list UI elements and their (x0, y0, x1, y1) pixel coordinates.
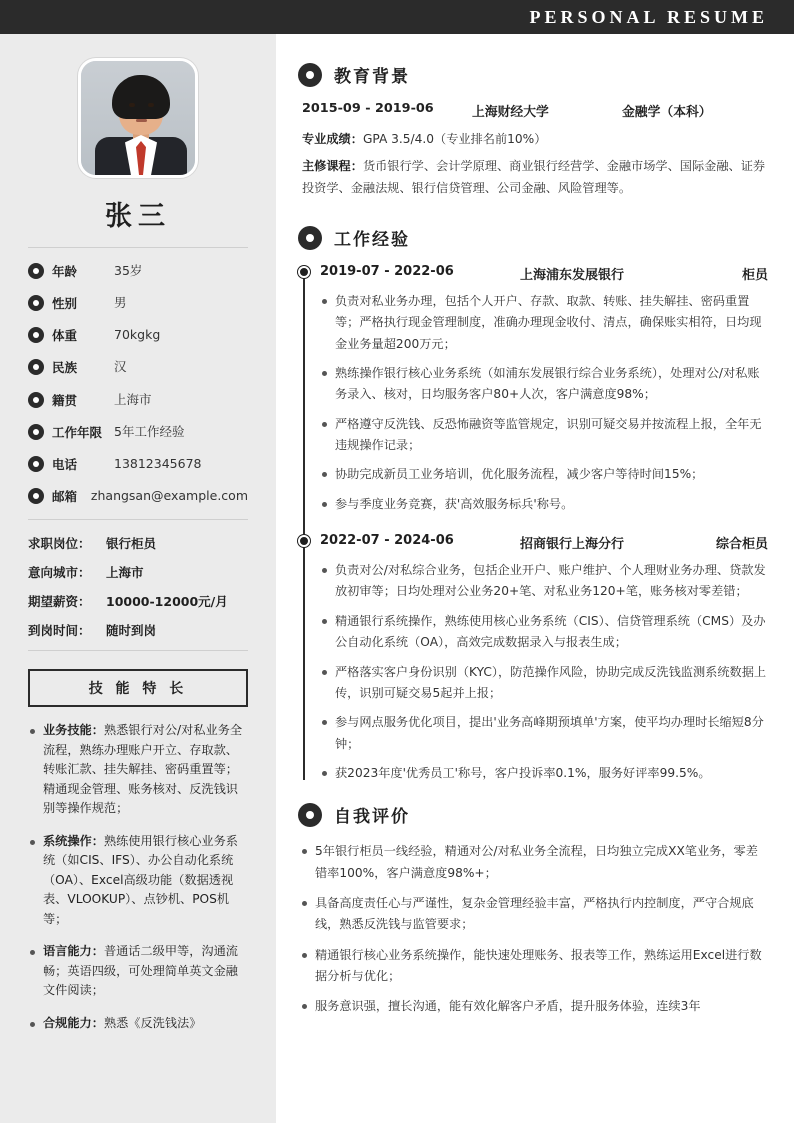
job-header (320, 264, 768, 283)
divider (28, 519, 248, 520)
job-company: 上海浦东发展银行 (520, 268, 625, 284)
skill-text (43, 942, 248, 1001)
intent-label: 求职岗位： (28, 536, 91, 551)
info-row-phone (28, 455, 248, 473)
dot-bullet-icon (322, 771, 327, 776)
sidebar (0, 34, 276, 1123)
skill-desc: 熟悉《反洗钱法》 (103, 1015, 202, 1030)
experience-timeline (298, 264, 768, 784)
phone-icon (28, 456, 44, 472)
job-point (320, 662, 768, 705)
section-title: 教育背景 (334, 67, 410, 87)
education-score-label: 专业成绩： (302, 132, 363, 146)
job-point-text: 严格落实客户身份识别（KYC），防范操作风险，协助完成反洗钱监测系统数据上传，识别可疑交易5起并上报； (335, 664, 767, 700)
circle-bullet-icon (28, 327, 44, 343)
intent-row-availability (28, 621, 248, 639)
info-value: 汉 (114, 359, 127, 375)
skill-item (28, 721, 248, 819)
education-score (302, 129, 768, 150)
section-circle-icon (298, 63, 322, 87)
intent-value: 上海市 (106, 565, 144, 580)
info-row-age (28, 262, 248, 280)
mail-icon (28, 488, 44, 504)
info-row-experience-years (28, 423, 248, 441)
info-row-ethnicity (28, 358, 248, 376)
skill-text (43, 721, 248, 819)
education-courses-label: 主修课程： (302, 159, 363, 174)
dot-bullet-icon (322, 502, 327, 507)
skill-text (43, 1014, 201, 1034)
job-point (320, 611, 768, 654)
skill-label: 系统操作： (43, 833, 104, 848)
experience-item (320, 264, 768, 515)
circle-bullet-icon (28, 392, 44, 408)
info-value: 上海市 (114, 391, 152, 407)
job-point-text: 协助完成新员工业务培训，优化服务流程，减少客户等待时间15%； (335, 467, 704, 482)
timeline-dot-icon (298, 535, 310, 547)
self-eval-point (300, 945, 768, 988)
job-point (320, 414, 768, 457)
info-value: 35岁 (114, 263, 143, 278)
info-row-gender (28, 294, 248, 312)
job-point-text: 获2023年度'优秀员工'称号，客户投诉率0.1%，服务好评率99.5%。 (335, 765, 711, 780)
education-courses-value: 货币银行学、会计学原理、商业银行经营学、金融市场学、国际金融、证券投资学、金融法规、银行信贷管理、公司金融、风险管理等。 (302, 159, 766, 195)
page-header (0, 0, 794, 34)
skill-item (28, 942, 248, 1001)
info-row-hometown (28, 391, 248, 409)
dot-bullet-icon (322, 422, 327, 427)
job-point-text: 参与季度业务竞赛，获'高效服务标兵'称号。 (335, 496, 574, 511)
education-courses (302, 156, 768, 199)
info-label: 邮箱 (52, 488, 78, 504)
self-eval-text: 服务意识强，擅长沟通，能有效化解客户矛盾，提升服务体验，连续3年 (315, 999, 701, 1014)
info-label: 年龄 (52, 264, 78, 279)
experience-item (320, 533, 768, 784)
timeline-dot-icon (298, 266, 310, 278)
dot-bullet-icon (322, 568, 327, 573)
info-label: 体重 (52, 328, 78, 344)
self-eval-text: 精通银行核心业务系统操作，能快速处理账务、报表等工作，熟练运用Excel进行数据分析与优化； (315, 947, 762, 983)
intent-value: 10000-12000元/月 (106, 594, 228, 609)
skill-desc: 熟悉银行对公/对私业务全流程，熟练办理账户开立、存取款、转账汇款、挂失解挂、密码重置等；精通现金管理、账务核对、反洗钱识别等操作规范； (43, 723, 243, 816)
info-value: zhangsan@example.com (90, 487, 248, 503)
job-date: 2019-07 - 2022-06 (320, 264, 454, 280)
dot-bullet-icon (322, 299, 327, 304)
section-header-self-evaluation (298, 802, 768, 827)
job-point (320, 763, 768, 784)
self-eval-point (300, 841, 768, 884)
info-label: 民族 (52, 360, 78, 376)
job-point-text: 负责对公/对私综合业务，包括企业开户、账户维护、个人理财业务办理、贷款发放初审等；日均处理对公业务20+笔、对私业务120+笔，账务核对零差错； (335, 563, 766, 599)
job-point-text: 严格遵守反洗钱、反恐怖融资等监管规定，识别可疑交易并按流程上报，全年无违规操作记录； (335, 416, 762, 453)
job-point (320, 560, 768, 603)
job-point (320, 494, 768, 515)
intent-label: 意向城市： (28, 565, 91, 580)
job-points (320, 291, 768, 515)
resume-body (0, 34, 794, 1123)
job-point-text: 熟练操作银行核心业务系统（如浦东发展银行综合业务系统），处理对公/对私账务录入、核对，日均服务客户80+人次，客户满意度98%； (335, 366, 760, 402)
education-row (302, 101, 768, 120)
job-date: 2022-07 - 2024-06 (320, 533, 454, 549)
skills-title: 技 能 特 长 (28, 669, 248, 707)
job-point (320, 363, 768, 406)
skill-text (43, 832, 248, 930)
education-school: 上海财经大学 (472, 105, 549, 120)
dot-bullet-icon (322, 670, 327, 675)
skill-item (28, 832, 248, 930)
dot-bullet-icon (30, 1022, 35, 1027)
education-major: 金融学（本科） (622, 105, 712, 120)
section-title: 自我评价 (334, 807, 410, 828)
info-row-email (28, 487, 248, 505)
section-header-education (298, 62, 768, 87)
job-point-text: 精通银行系统操作，熟练使用核心业务系统（CIS）、信贷管理系统（CMS）及办公自动化系统（OA），高效完成数据录入与报表生成； (335, 613, 766, 650)
job-point (320, 464, 768, 485)
section-circle-icon (298, 803, 322, 827)
avatar (78, 58, 198, 178)
page-title: PERSONAL RESUME (529, 6, 768, 27)
dot-bullet-icon (302, 953, 307, 958)
circle-bullet-icon (28, 295, 44, 311)
education-score-value: GPA 3.5/4.0（专业排名前10%） (362, 132, 547, 146)
intent-row-salary (28, 592, 248, 610)
personal-info-list (28, 262, 248, 505)
job-point (320, 712, 768, 755)
section-title: 工作经验 (334, 230, 410, 251)
section-circle-icon (298, 226, 322, 250)
job-points (320, 560, 768, 784)
info-label: 工作年限 (52, 424, 103, 440)
circle-bullet-icon (28, 263, 44, 279)
intent-value: 银行柜员 (106, 536, 157, 551)
divider (28, 247, 248, 248)
skill-label: 语言能力： (43, 944, 104, 959)
skill-label: 合规能力： (43, 1015, 104, 1030)
dot-bullet-icon (30, 729, 35, 734)
job-header (320, 533, 768, 552)
self-evaluation-points (300, 841, 768, 1017)
intent-label: 期望薪资： (28, 594, 91, 609)
info-value: 70kgkg (114, 327, 161, 343)
intent-label: 到岗时间： (28, 623, 91, 638)
dot-bullet-icon (322, 371, 327, 376)
person-name: 张三 (105, 201, 171, 232)
skill-label: 业务技能： (43, 723, 104, 737)
dot-bullet-icon (302, 901, 307, 906)
divider (28, 650, 248, 651)
skill-item (28, 1014, 248, 1034)
dot-bullet-icon (322, 720, 327, 725)
job-company: 招商银行上海分行 (520, 537, 625, 553)
info-value: 13812345678 (114, 455, 202, 471)
job-intent-list (28, 534, 248, 639)
skill-desc: 普通话二级甲等，沟通流畅；英语四级，可处理简单英文金融文件阅读； (43, 944, 238, 998)
self-eval-text: 具备高度责任心与严谨性，复杂金管理经验丰富，严格执行内控制度，严守合规底线，熟悉反洗钱与监管要求； (315, 895, 754, 932)
circle-bullet-icon (28, 359, 44, 375)
info-value: 男 (114, 295, 127, 311)
dot-bullet-icon (302, 849, 307, 854)
job-role: 综合柜员 (715, 537, 768, 553)
info-label: 性别 (52, 296, 78, 312)
intent-value: 随时到岗 (106, 623, 157, 638)
intent-row-city (28, 563, 248, 581)
dot-bullet-icon (302, 1004, 307, 1009)
intent-row-position (28, 534, 248, 552)
education-date: 2015-09 - 2019-06 (302, 101, 434, 116)
dot-bullet-icon (30, 840, 35, 845)
section-header-experience (298, 225, 768, 250)
job-point-text: 参与网点服务优化项目，提出'业务高峰期预填单'方案，使平均办理时长缩短8分钟； (335, 715, 764, 751)
dot-bullet-icon (322, 619, 327, 624)
dot-bullet-icon (30, 950, 35, 955)
circle-bullet-icon (28, 424, 44, 440)
job-point-text: 负责对私业务办理，包括个人开户、存款、取款、转账、挂失解挂、密码重置等；严格执行现金管理制度，准确办理现金收付、清点，确保账实相符，日均现金业务量超200万元； (335, 294, 762, 351)
job-role: 柜员 (741, 268, 768, 284)
info-label: 籍贯 (52, 392, 78, 408)
info-label: 电话 (52, 456, 78, 472)
dot-bullet-icon (322, 472, 327, 477)
main-content (276, 34, 794, 1123)
skill-desc: 熟练使用银行核心业务系统（如CIS、IFS）、办公自动化系统（OA）、Excel高级功能（数据透视表、VLOOKUP）、点钞机、POS机等； (43, 833, 238, 926)
info-value: 5年工作经验 (114, 423, 185, 439)
job-point (320, 291, 768, 355)
self-eval-text: 5年银行柜员一线经验，精通对公/对私业务全流程，日均独立完成XX笔业务，零差错率100%，客户满意度98%+； (315, 844, 758, 880)
self-eval-point (300, 996, 768, 1017)
info-row-weight (28, 326, 248, 344)
self-eval-point (300, 893, 768, 936)
